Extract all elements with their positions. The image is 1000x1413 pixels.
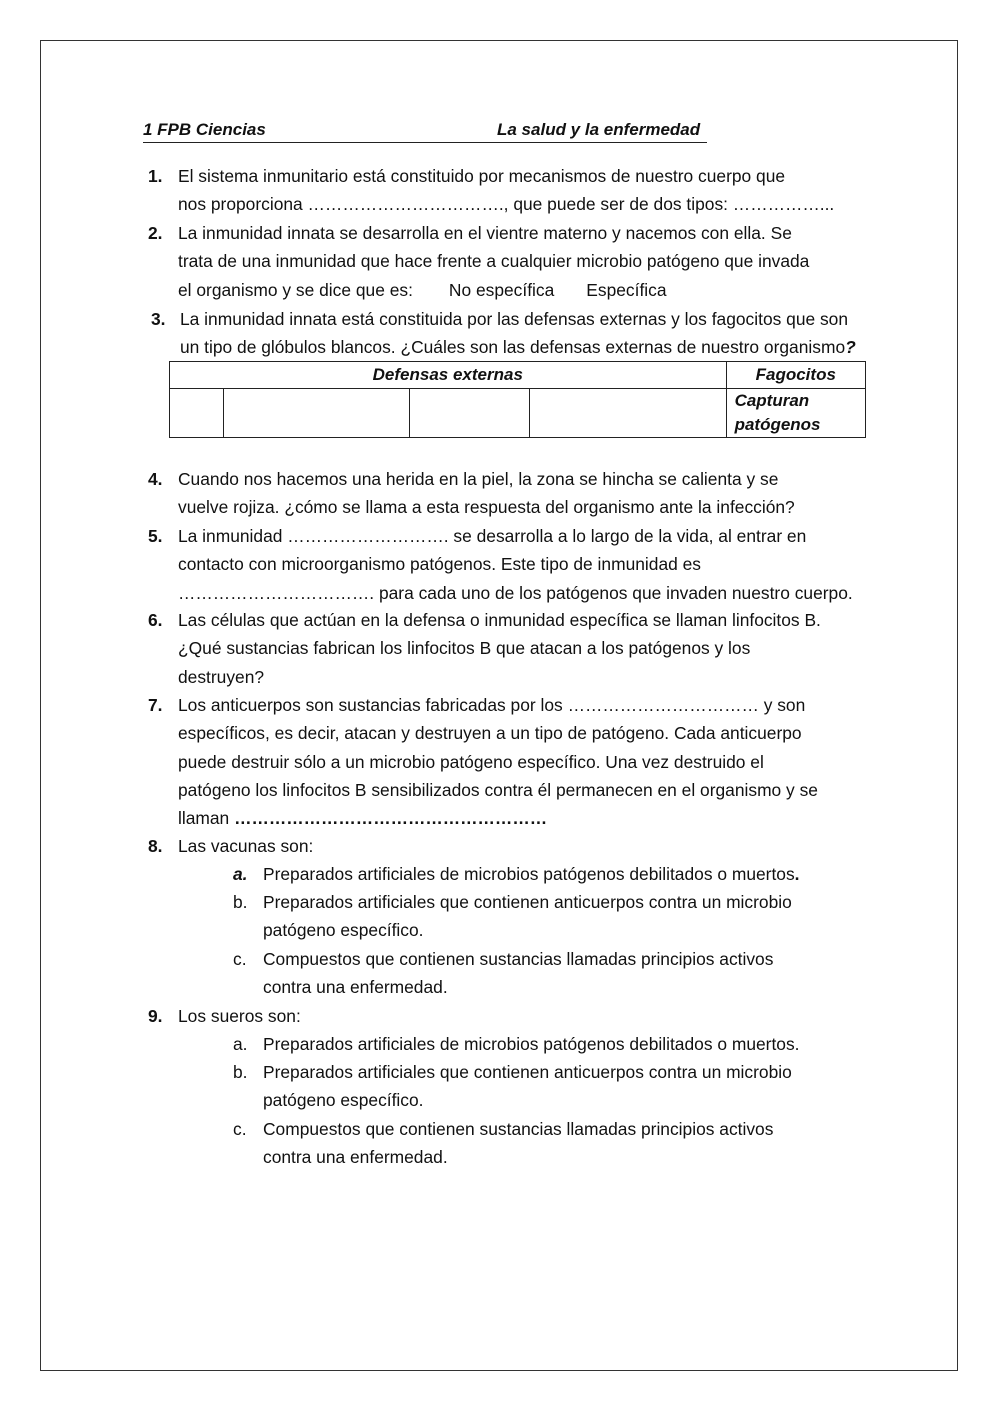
fagocitos-cell [726,389,865,438]
question-text-line: Los sueros son: [178,1006,301,1026]
question-text-line: trata de una inmunidad que hace frente a cualquier microbio patógeno que invada [178,251,810,272]
worksheet-title: La salud y la enfermedad [497,120,701,139]
question-text-line: contacto con microorganismo patógenos. Este tipo de inmunidad es [178,554,701,575]
page-header [143,120,707,143]
fagocitos-text: patógenos [734,415,821,434]
question-number: 6. [148,610,163,630]
option-text: Compuestos que contienen sustancias llamadas principios activos [263,1119,774,1139]
question-text-line: ……………………………. para cada uno de los patógenos que invaden nuestro cuerpo. [178,582,853,603]
q9-option-c[interactable] [233,1115,773,1172]
option-letter: a. [233,864,248,884]
answer-cell[interactable] [223,389,409,438]
question-number: 4. [148,469,163,489]
option-text: contra una enfermedad. [263,977,448,998]
option-text: Preparados artificiales que contienen anticuerpos contra un microbio [263,1062,792,1082]
course-title: 1 FPB Ciencias [143,120,266,139]
option-text: Compuestos que contienen sustancias llamadas principios activos [263,949,774,969]
answer-cell[interactable] [170,389,224,438]
question-text-line: nos proporciona ……………………………., que puede ser de dos tipos: ……………... [178,194,835,215]
q8-option-b[interactable] [233,888,792,945]
option-letter: b. [233,892,248,912]
question-2 [148,219,809,304]
option-letter: c. [233,1119,247,1139]
defenses-table [169,361,866,438]
question-text-line: ¿Qué sustancias fabrican los linfocitos B que atacan a los patógenos y los [178,638,751,659]
answer-cell[interactable] [410,389,530,438]
question-1 [148,162,834,219]
question-number: 3. [151,309,166,329]
option-text: patógeno específico. [263,920,424,941]
option-no-especifica[interactable]: No específica [448,279,555,300]
question-text-line: El sistema inmunitario está constituido por mecanismos de nuestro cuerpo que [178,166,786,186]
q9-option-a[interactable] [233,1030,800,1058]
question-text-line [178,276,809,304]
q9-option-b[interactable] [233,1058,792,1115]
question-number: 9. [148,1006,163,1026]
question-mark: ? [845,337,856,358]
question-5 [148,522,853,607]
answer-cell[interactable] [530,389,726,438]
question-number: 7. [148,695,163,715]
question-text-line: específicos, es decir, atacan y destruyen a un tipo de patógeno. Cada anticuerpo [178,723,802,744]
option-letter: c. [233,949,247,969]
option-text: Preparados artificiales que contienen anticuerpos contra un microbio [263,892,792,912]
question-9 [148,1002,301,1030]
question-6 [148,606,821,691]
question-text-line: Cuando nos hacemos una herida en la piel, la zona se hincha se calienta y se [178,469,779,489]
question-text: un tipo de glóbulos blancos. ¿Cuáles son las defensas externas de nuestro organismo [180,337,846,358]
question-text-line: puede destruir sólo a un microbio patógeno específico. Una vez destruido el [178,751,764,772]
option-text: contra una enfermedad. [263,1147,448,1168]
option-letter: b. [233,1062,248,1082]
question-text-line: Las vacunas son: [178,836,314,856]
question-number: 1. [148,166,163,186]
question-4 [148,465,795,522]
question-number: 5. [148,526,163,546]
question-text-line [180,333,856,361]
fagocitos-text: Capturan [734,391,810,410]
option-letter: a. [233,1034,248,1054]
question-text-line: vuelve rojiza. ¿cómo se llama a esta respuesta del organismo ante la infección? [178,497,795,518]
question-text: el organismo y se dice que es: [178,279,413,300]
question-text-line: La inmunidad innata se desarrolla en el vientre materno y nacemos con ella. Se [178,223,792,243]
answer-blank: ……………………………………………… [234,808,548,829]
option-especifica[interactable]: Específica [586,279,667,300]
question-text-line: La inmunidad ………………………. se desarrolla a lo largo de la vida, al entrar en [178,526,807,546]
option-text: Preparados artificiales de microbios patógenos debilitados o muertos. [263,1034,800,1054]
question-text: llaman [178,808,235,829]
question-text-line: La inmunidad innata está constituida por las defensas externas y los fagocitos que son [180,309,849,329]
question-text-line: patógeno los linfocitos B sensibilizados contra él permanecen en el organismo y se [178,779,818,800]
option-text: patógeno específico. [263,1090,424,1111]
header-defensas-externas: Defensas externas [170,362,727,389]
header-fagocitos: Fagocitos [726,362,865,389]
question-text-line: Los anticuerpos son sustancias fabricadas por los …………………………… y son [178,695,806,715]
question-text-line: Las células que actúan en la defensa o inmunidad específica se llaman linfocitos B. [178,610,821,630]
question-number: 2. [148,223,163,243]
q8-option-a[interactable] [233,860,800,888]
question-7 [148,691,818,832]
q8-option-c[interactable] [233,945,773,1002]
question-text-line [178,804,818,832]
question-text-line: destruyen? [178,666,265,687]
question-3 [151,305,856,362]
question-8 [148,832,313,860]
option-text: Preparados artificiales de microbios patógenos debilitados o muertos. [263,864,800,884]
question-number: 8. [148,836,163,856]
